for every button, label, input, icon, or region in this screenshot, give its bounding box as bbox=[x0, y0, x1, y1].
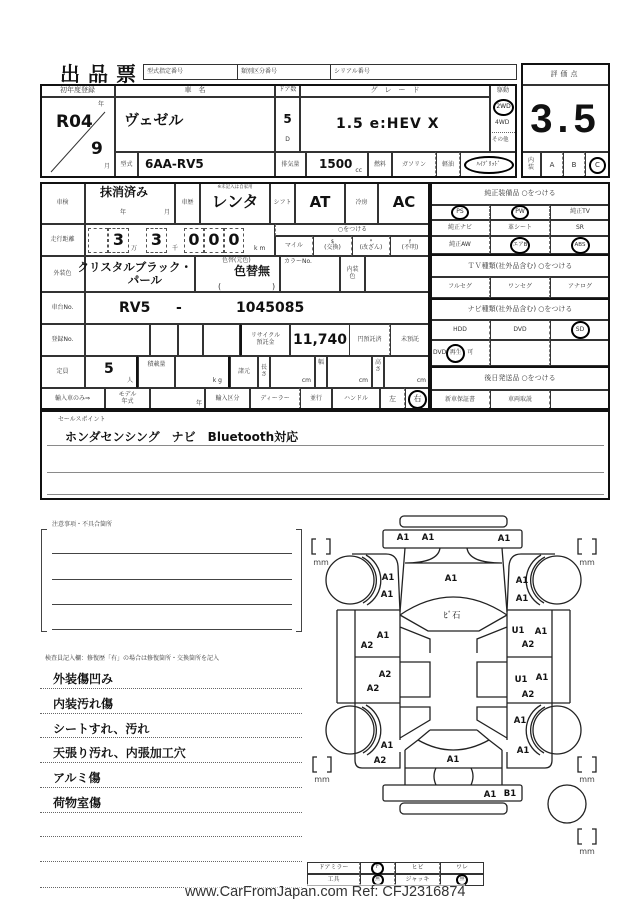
caution-label: 注意事項・不具合箇所 bbox=[52, 521, 113, 528]
break-label: ワレ bbox=[440, 862, 484, 874]
mileage-flag-mile-label: マイル bbox=[285, 241, 303, 249]
interior-grade-label: 内装 bbox=[521, 152, 541, 178]
damage-code: A1 bbox=[444, 574, 458, 584]
details-table bbox=[40, 182, 430, 410]
inspection-value: 抹消済み bbox=[100, 185, 149, 199]
sales-point-line bbox=[47, 445, 604, 446]
first-registration-year: R04 bbox=[56, 112, 93, 132]
tread-bracket-rr bbox=[578, 757, 596, 772]
height-unit: cm bbox=[416, 377, 426, 385]
navi-sd: SD bbox=[571, 321, 590, 339]
caution-line bbox=[52, 553, 292, 554]
damage-code: A2 bbox=[521, 690, 535, 700]
displacement-value: 1500 bbox=[319, 157, 353, 172]
mileage-unit-sen: 千 bbox=[172, 245, 179, 252]
equip-pw: PW bbox=[511, 205, 529, 220]
equipment-table bbox=[430, 182, 610, 410]
shift-label: シフト bbox=[270, 182, 295, 224]
tread-bracket-rf bbox=[578, 539, 596, 554]
watermark: www.CarFromJapan.com Ref: CFJ2316874 bbox=[185, 884, 466, 900]
caution-bracket-right bbox=[296, 529, 302, 632]
exterior-color-line1: クリスタルブラック・ bbox=[77, 259, 192, 274]
drive-option-4wd: 4WD bbox=[495, 119, 510, 126]
mileage-unit-man: 万 bbox=[131, 245, 138, 252]
left-side-body bbox=[326, 554, 400, 768]
color-no-label: カラーNo. bbox=[284, 258, 312, 265]
tread-bracket-spare bbox=[578, 829, 596, 844]
paren-close: ) bbox=[272, 282, 276, 291]
paren-open: ( bbox=[218, 282, 222, 291]
inspection-month-unit: 月 bbox=[164, 209, 171, 216]
registration-label: 登録No. bbox=[40, 324, 85, 356]
handle-left: 左 bbox=[389, 394, 396, 403]
inspector-note: 外装傷凹み bbox=[53, 672, 114, 686]
rear-bumper bbox=[383, 785, 522, 801]
damage-code: A1 bbox=[513, 716, 527, 726]
note-line bbox=[40, 713, 302, 714]
damage-code: A1 bbox=[446, 755, 460, 765]
first-registration-header: 初年度登録 bbox=[40, 84, 115, 97]
tread-unit: mm bbox=[579, 847, 595, 855]
specs-label: 諸元 bbox=[230, 356, 258, 388]
jack-label: ジャッキ bbox=[395, 874, 440, 886]
history-note: ※未記入は自家用 bbox=[217, 185, 253, 190]
mileage-flag-unknown-label: (不明) bbox=[401, 244, 419, 252]
tread-unit: mm bbox=[314, 775, 330, 784]
mileage-digit: 3 bbox=[146, 228, 167, 253]
year-unit: 年 bbox=[98, 101, 105, 108]
damage-code: A1 bbox=[380, 590, 394, 600]
door-mirror-cell bbox=[360, 862, 395, 874]
model-year-label-line2: 年式 bbox=[121, 398, 134, 405]
model-code-label: 型式 bbox=[115, 152, 138, 178]
chassis-separator: - bbox=[176, 300, 182, 316]
damage-code: A2 bbox=[373, 756, 387, 766]
recycle-not-deposited: 未預託 bbox=[390, 324, 430, 356]
mileage-digit: 0 bbox=[204, 228, 224, 253]
drive-label: 駆動 bbox=[497, 87, 510, 94]
width-unit: cm bbox=[358, 377, 368, 385]
capacity-label: 定員 bbox=[40, 356, 85, 388]
inspection-year-unit: 年 bbox=[120, 209, 127, 216]
height-label: 高さ bbox=[372, 356, 384, 388]
serial-number-label: シリアル番号 bbox=[334, 67, 370, 75]
equip-airbag: エアB bbox=[510, 237, 530, 254]
fuel-hybrid: ﾊｲﾌﾞﾘｯﾄﾞ bbox=[464, 156, 514, 174]
color-change-label: 色替(元色) bbox=[222, 257, 251, 264]
navi-hdd: HDD bbox=[453, 325, 467, 333]
damage-code: A1 bbox=[535, 673, 549, 683]
damage-code: A2 bbox=[360, 641, 374, 651]
caution-line bbox=[52, 629, 292, 630]
tread-unit: mm bbox=[579, 775, 595, 784]
recycle-deposited: 円預託済 bbox=[350, 324, 390, 356]
equipment-header: 純正装備品 ○をつける bbox=[430, 182, 610, 205]
dvd-playback-prefix: DVD bbox=[433, 348, 447, 356]
interior-color-label-line1: 内装 bbox=[346, 266, 359, 274]
damage-code: B1 bbox=[503, 789, 517, 799]
serial-number-cell bbox=[330, 64, 517, 80]
mileage-label: 走行距離 bbox=[40, 224, 85, 256]
sales-point-line bbox=[47, 494, 604, 495]
model-code: 6AA-RV5 bbox=[145, 157, 204, 172]
ac-label: 冷房 bbox=[345, 182, 378, 224]
sales-point-box bbox=[40, 410, 610, 500]
equip-sunroof: SR bbox=[576, 223, 584, 231]
equip-ps: PS bbox=[451, 205, 469, 220]
damage-code: A1 bbox=[515, 594, 529, 604]
model-year-label-line1: モデル bbox=[118, 391, 137, 399]
rear-bumper-cover bbox=[400, 803, 507, 814]
score-header: 評価点 bbox=[521, 63, 610, 85]
equip-leather-seat: 革シート bbox=[507, 223, 532, 231]
width-label: 幅 bbox=[315, 356, 327, 388]
left-front-wheel-arch bbox=[362, 555, 381, 605]
interior-grade-b: B bbox=[571, 160, 577, 169]
damage-code: A1 bbox=[381, 573, 395, 583]
exterior-color-label: 外装色 bbox=[40, 256, 85, 292]
exterior-color-line2: パール bbox=[127, 273, 162, 287]
tools-value: 無 bbox=[372, 874, 384, 886]
dvd-playback-circled: 再生 bbox=[446, 344, 465, 363]
left-front-wheel bbox=[326, 556, 374, 604]
tv-type-header: ＴＶ種類(社外品含む) ○をつける bbox=[430, 254, 610, 277]
chassis-prefix: RV5 bbox=[119, 300, 151, 316]
tread-bracket-lr bbox=[313, 757, 331, 772]
fuel-label: 燃料 bbox=[368, 152, 392, 178]
tv-full-seg: フルセグ bbox=[448, 283, 472, 291]
inspector-note: 荷物室傷 bbox=[53, 796, 102, 810]
score-box bbox=[521, 63, 610, 178]
damage-code: A2 bbox=[521, 640, 535, 650]
damage-code: A1 bbox=[483, 790, 497, 800]
load-unit: kg bbox=[212, 377, 224, 385]
inspector-note: 内装汚れ傷 bbox=[53, 697, 114, 711]
damage-code: A1 bbox=[515, 576, 529, 586]
tread-bracket-lf bbox=[312, 539, 330, 554]
right-rear-wheel bbox=[533, 706, 581, 754]
doors-unit: D bbox=[285, 135, 290, 143]
length-label: 長さ bbox=[258, 356, 270, 388]
car-name: ヴェゼル bbox=[124, 110, 184, 129]
equip-genuine-navi: 純正ナビ bbox=[447, 223, 472, 231]
inspector-note: 天張り汚れ、内張加工穴 bbox=[53, 746, 186, 760]
door-mirror-label: ドアミラー bbox=[307, 862, 360, 874]
mileage-digit: 3 bbox=[108, 228, 129, 253]
tv-analog: アナログ bbox=[567, 283, 592, 291]
import-type-dealer: ディーラー bbox=[250, 388, 300, 410]
ac-value: AC bbox=[392, 193, 416, 212]
damage-code: U1 bbox=[514, 675, 528, 685]
import-label: 輸入車のみ⇒ bbox=[40, 388, 105, 410]
note-line bbox=[40, 836, 302, 837]
chassis-number: 1045085 bbox=[236, 300, 305, 316]
right-front-wheel bbox=[533, 556, 581, 604]
asterisk-symbol: * bbox=[369, 238, 373, 245]
f-symbol: f bbox=[409, 238, 411, 245]
tv-one-seg: ワンセグ bbox=[507, 283, 532, 291]
history-value: レンタ bbox=[211, 192, 259, 212]
chassis-label: 車台No. bbox=[40, 292, 85, 324]
dvd-playback-suffix: 可 bbox=[467, 348, 474, 356]
mileage-flag-tampered-label: (改ざん) bbox=[359, 244, 383, 252]
note-line bbox=[40, 787, 302, 788]
recycle-label-line1: リサイクル bbox=[250, 332, 281, 340]
grade-value: 1.5 e:HEV X bbox=[336, 116, 440, 133]
score-value: 3.5 bbox=[530, 96, 601, 141]
interior-grade-a: A bbox=[549, 160, 555, 169]
damage-code: A1 bbox=[534, 627, 548, 637]
note-line bbox=[40, 737, 302, 738]
recycle-label-line2: 預託金 bbox=[256, 339, 275, 346]
note-line bbox=[40, 688, 302, 689]
category-number-cell bbox=[237, 64, 331, 80]
equip-genuine-tv: 純正TV bbox=[570, 208, 590, 216]
note-line bbox=[40, 861, 302, 862]
note-line bbox=[40, 812, 302, 813]
tread-unit: mm bbox=[579, 558, 595, 567]
displacement-label: 排気量 bbox=[275, 152, 306, 178]
interior-grade-c: C bbox=[589, 157, 606, 174]
category-number-label: 類別区分番号 bbox=[241, 67, 278, 75]
inspector-label: 検査員記入欄：修復歴「有」の場合は修復箇所・交換箇所を記入 bbox=[45, 655, 220, 662]
inspector-note: シートすれ、汚れ bbox=[53, 722, 150, 736]
mileage-unit-km: km bbox=[254, 245, 268, 252]
right-side-body bbox=[507, 554, 581, 768]
load-label: 積載量 bbox=[138, 356, 175, 388]
handle-right: 右 bbox=[408, 390, 427, 409]
history-label: 車歴 bbox=[175, 182, 200, 224]
front-bumper-cover bbox=[400, 516, 507, 527]
note-line bbox=[40, 762, 302, 763]
caution-bracket-left bbox=[41, 529, 47, 632]
mileage-digit: 0 bbox=[224, 228, 244, 253]
handle-label: ハンドル bbox=[332, 388, 380, 410]
month-unit: 月 bbox=[104, 163, 111, 170]
mileage-flag-exchanged-label: (交換) bbox=[324, 244, 341, 252]
length-unit: cm bbox=[301, 377, 311, 385]
dollar-symbol: $ bbox=[330, 238, 335, 245]
sales-point-label: セールスポイント bbox=[58, 416, 106, 423]
damage-code: A1 bbox=[380, 741, 394, 751]
mileage-digit: 0 bbox=[184, 228, 204, 253]
vehicle-info-table bbox=[40, 84, 517, 178]
caution-line bbox=[52, 579, 292, 580]
capacity-value: 5 bbox=[104, 361, 114, 377]
damage-code: A1 bbox=[396, 533, 410, 543]
right-door-panels bbox=[507, 610, 570, 703]
later-item-manual: 車両取説 bbox=[490, 390, 550, 410]
spare-tire bbox=[548, 785, 586, 823]
model-year-unit: 年 bbox=[195, 400, 202, 408]
drive-option-other: その他 bbox=[492, 137, 509, 143]
model-designation-cell bbox=[143, 64, 238, 80]
later-items-header: 後日発送品 ○をつける bbox=[430, 366, 610, 390]
tools-label: 工具 bbox=[307, 874, 360, 886]
drive-option-2wd: 2WD bbox=[493, 99, 514, 116]
left-rear-wheel bbox=[326, 706, 374, 754]
damage-code: ﾋﾞ石 bbox=[443, 611, 461, 621]
door-mirror-value: F bbox=[371, 862, 384, 875]
grade-header: グ レ ー ド bbox=[300, 84, 490, 97]
import-type-label: 輸入区分 bbox=[205, 388, 250, 410]
rear-window-outline bbox=[405, 730, 502, 750]
interior-color-label-line2: 色 bbox=[349, 273, 356, 280]
color-change-value: 色替無 bbox=[234, 264, 271, 278]
equip-abs: ABS bbox=[571, 237, 590, 254]
sales-point-text: ホンダセンシング ナビ Bluetooth対応 bbox=[65, 430, 299, 444]
sales-point-line bbox=[47, 472, 604, 473]
damage-code: A1 bbox=[497, 534, 511, 544]
later-item-warranty: 新車保証書 bbox=[430, 390, 490, 410]
shift-value: AT bbox=[309, 193, 331, 212]
damage-code: U1 bbox=[511, 626, 525, 636]
doors-value: 5 bbox=[283, 112, 292, 127]
car-damage-diagram bbox=[305, 510, 610, 855]
navi-type-header: ナビ種類(社外品含む) ○をつける bbox=[430, 298, 610, 320]
capacity-unit: 人 bbox=[127, 377, 134, 384]
damage-code: A1 bbox=[516, 746, 530, 756]
jack-value: 無 bbox=[456, 874, 468, 886]
car-name-header: 車 名 bbox=[115, 84, 275, 97]
crack-label: ヒビ bbox=[395, 862, 440, 874]
caution-line bbox=[52, 604, 292, 605]
first-registration-month: 9 bbox=[91, 139, 103, 159]
model-designation-label: 型式指定番号 bbox=[147, 67, 184, 75]
right-rear-fender bbox=[507, 703, 552, 768]
displacement-unit: cc bbox=[355, 167, 362, 175]
damage-code: A2 bbox=[366, 684, 380, 694]
fuel-gasoline: ガソリン bbox=[401, 160, 426, 168]
equip-genuine-aw: 純正AW bbox=[449, 240, 471, 248]
import-type-parallel: 並行 bbox=[300, 388, 332, 410]
tread-unit: mm bbox=[313, 558, 329, 567]
inspector-note: アルミ傷 bbox=[53, 771, 101, 785]
mileage-flag-header: ○をつける bbox=[275, 224, 430, 236]
recycle-amount: 11,740 bbox=[292, 331, 348, 348]
damage-code: A1 bbox=[421, 533, 435, 543]
doors-header: ドア数 bbox=[275, 84, 300, 97]
page-title: 出品票 bbox=[60, 62, 144, 86]
fuel-diesel: 軽油 bbox=[441, 160, 454, 168]
left-rear-wheel-arch bbox=[362, 705, 381, 755]
right-front-wheel-arch bbox=[526, 555, 545, 605]
navi-dvd: DVD bbox=[513, 325, 527, 333]
damage-code: A1 bbox=[376, 631, 390, 641]
damage-code: A2 bbox=[378, 670, 392, 680]
inspection-label: 車検 bbox=[40, 182, 85, 224]
